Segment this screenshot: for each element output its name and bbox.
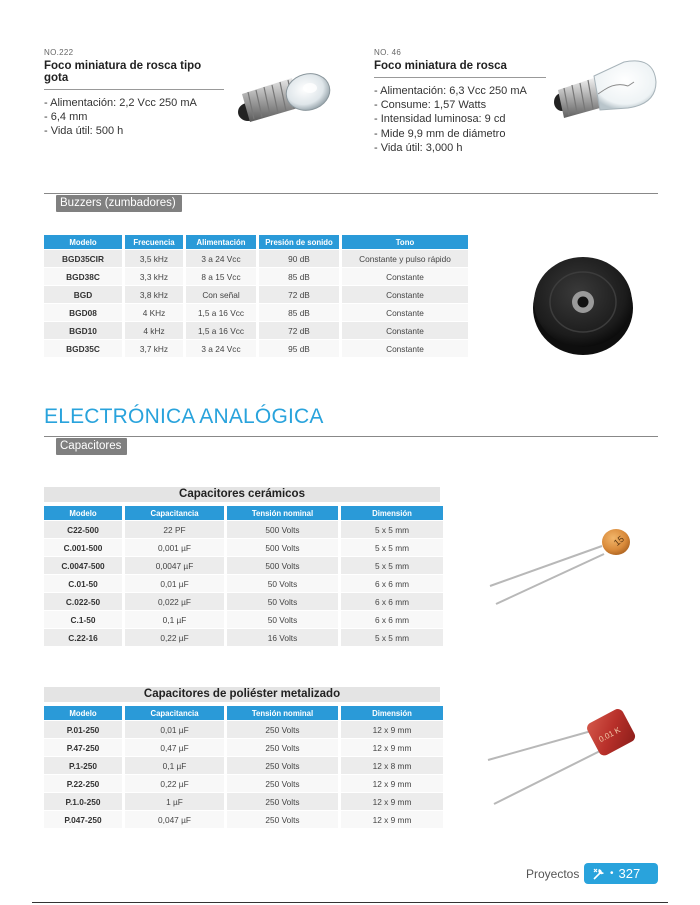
cell: 500 Volts (227, 521, 338, 538)
product-name: Foco miniatura de rosca (374, 60, 546, 78)
header-tension: Tensión nominal (227, 506, 338, 520)
buzzer-image (526, 246, 640, 360)
table-row (44, 593, 443, 610)
spec-item: - Vida útil: 500 h (44, 125, 124, 138)
ceramic-capacitor-label: 15 (611, 533, 626, 548)
capacitors-tag: Capacitores (56, 438, 127, 455)
cell: 12 x 9 mm (341, 775, 443, 792)
cell: 22 PF (125, 521, 224, 538)
table-row (44, 629, 443, 646)
cell: 50 Volts (227, 611, 338, 628)
product-no222 (44, 48, 224, 139)
header-alimentacion: Alimentación (186, 235, 256, 249)
cell: 5 x 5 mm (341, 521, 443, 538)
cell: 0,022 µF (125, 593, 224, 610)
cell: 6 x 6 mm (341, 575, 443, 592)
cell: 16 Volts (227, 629, 338, 646)
cell: C.001-500 (44, 539, 122, 556)
table-header-row (44, 706, 443, 720)
spec-item: - 6,4 mm (44, 111, 88, 124)
spec-item: - Consume: 1,57 Watts (374, 99, 487, 112)
cell: 0,1 µF (125, 611, 224, 628)
cell: BGD35C (44, 340, 122, 357)
cell: Constante (342, 286, 468, 303)
screw-bulb-image (548, 52, 660, 128)
cell: Con señal (186, 286, 256, 303)
cell: Constante (342, 268, 468, 285)
cell: P.1.0-250 (44, 793, 122, 810)
cell: P.047-250 (44, 811, 122, 828)
cell: Constante y pulso rápido (342, 250, 468, 267)
cell: 6 x 6 mm (341, 593, 443, 610)
header-tension: Tensión nominal (227, 706, 338, 720)
cell: P.1-250 (44, 757, 122, 774)
footer-divider (32, 902, 668, 903)
cell: 0,47 µF (125, 739, 224, 756)
cell: C.1-50 (44, 611, 122, 628)
spec-item: - Vida útil: 3,000 h (374, 141, 463, 154)
cell: Constante (342, 340, 468, 357)
cell: 12 x 9 mm (341, 811, 443, 828)
separator-dot: • (610, 868, 614, 879)
cell: 3,3 kHz (125, 268, 183, 285)
polyester-capacitor-image (484, 698, 636, 810)
cell: BGD (44, 286, 122, 303)
cell: Constante (342, 322, 468, 339)
table-row (44, 304, 468, 321)
header-modelo: Modelo (44, 506, 122, 520)
spec-item: - Alimentación: 6,3 Vcc 250 mA (374, 85, 527, 97)
cell: 500 Volts (227, 557, 338, 574)
table-header-row (44, 235, 468, 249)
cell: 95 dB (259, 340, 339, 357)
header-dimension: Dimensión (341, 706, 443, 720)
ceramic-table (41, 505, 446, 647)
page-number-badge (584, 863, 658, 884)
cell: 0,001 µF (125, 539, 224, 556)
cell: 250 Volts (227, 811, 338, 828)
cell: 0,01 µF (125, 575, 224, 592)
table-row (44, 575, 443, 592)
cell: 85 dB (259, 268, 339, 285)
header-presion: Presión de sonido (259, 235, 339, 249)
cell: C.22-16 (44, 629, 122, 646)
table-row (44, 250, 468, 267)
table-row (44, 521, 443, 538)
table-row (44, 811, 443, 828)
cell: 12 x 8 mm (341, 757, 443, 774)
cell: 500 Volts (227, 539, 338, 556)
table-row (44, 286, 468, 303)
cell: 5 x 5 mm (341, 557, 443, 574)
cell: 6 x 6 mm (341, 611, 443, 628)
cell: 0,0047 µF (125, 557, 224, 574)
cell: 4 KHz (125, 304, 183, 321)
cell: 250 Volts (227, 757, 338, 774)
table-row (44, 539, 443, 556)
buzzers-tag: Buzzers (zumbadores) (56, 195, 182, 212)
product-name: Foco miniatura de rosca tipo gota (44, 60, 224, 90)
header-tono: Tono (342, 235, 468, 249)
cell: 0,1 µF (125, 757, 224, 774)
section-title: ELECTRÓNICA ANALÓGICA (44, 405, 324, 428)
table-row (44, 340, 468, 357)
cell: 5 x 5 mm (341, 539, 443, 556)
cell: Constante (342, 304, 468, 321)
cell: 250 Volts (227, 775, 338, 792)
table-row (44, 775, 443, 792)
table-row (44, 557, 443, 574)
spec-item: - Alimentación: 2,2 Vcc 250 mA (44, 97, 197, 109)
table-row (44, 611, 443, 628)
cell: 0,22 µF (125, 775, 224, 792)
table-row (44, 757, 443, 774)
cell: C.0047-500 (44, 557, 122, 574)
cell: 0,047 µF (125, 811, 224, 828)
table-row (44, 793, 443, 810)
table-header-row (44, 506, 443, 520)
cell: C.01-50 (44, 575, 122, 592)
ceramic-table-title: Capacitores cerámicos (44, 487, 440, 502)
product-specs (374, 84, 546, 155)
footer-section-label: Proyectos (526, 867, 580, 881)
cell: BGD38C (44, 268, 122, 285)
cell: 85 dB (259, 304, 339, 321)
product-specs (44, 96, 224, 139)
spec-item: - Intensidad luminosa: 9 cd (374, 113, 506, 126)
product-number: NO.222 (44, 48, 74, 57)
cell: 1,5 a 16 Vcc (186, 304, 256, 321)
product-no46 (374, 48, 546, 155)
cell: BGD10 (44, 322, 122, 339)
cell: 3,5 kHz (125, 250, 183, 267)
tools-icon (592, 867, 606, 881)
cell: 250 Volts (227, 793, 338, 810)
cell: 72 dB (259, 286, 339, 303)
table-row (44, 322, 468, 339)
spec-item: - Mide 9,9 mm de diámetro (374, 127, 506, 140)
cell: 90 dB (259, 250, 339, 267)
polyester-table-title: Capacitores de poliéster metalizado (44, 687, 440, 702)
cell: 0,22 µF (125, 629, 224, 646)
cell: 50 Volts (227, 575, 338, 592)
page-number: 327 (618, 866, 641, 881)
cell: 3 a 24 Vcc (186, 250, 256, 267)
cell: 1,5 a 16 Vcc (186, 322, 256, 339)
cell: 12 x 9 mm (341, 793, 443, 810)
cell: 1 µF (125, 793, 224, 810)
cell: C.022-50 (44, 593, 122, 610)
cell: BGD35CIR (44, 250, 122, 267)
cell: 12 x 9 mm (341, 739, 443, 756)
cell: 3 a 24 Vcc (186, 340, 256, 357)
cell: P.01-250 (44, 721, 122, 738)
header-modelo: Modelo (44, 706, 122, 720)
cell: 0,01 µF (125, 721, 224, 738)
cell: C22-500 (44, 521, 122, 538)
cell: 250 Volts (227, 739, 338, 756)
cell: 3,8 kHz (125, 286, 183, 303)
table-row (44, 721, 443, 738)
section-divider (44, 436, 658, 437)
cell: P.47-250 (44, 739, 122, 756)
cell: 4 kHz (125, 322, 183, 339)
buzzers-table (41, 234, 471, 358)
cell: BGD08 (44, 304, 122, 321)
header-dimension: Dimensión (341, 506, 443, 520)
header-capacitancia: Capacitancia (125, 506, 224, 520)
product-number: NO. 46 (374, 48, 402, 57)
cell: 250 Volts (227, 721, 338, 738)
cell: 50 Volts (227, 593, 338, 610)
cell: P.22-250 (44, 775, 122, 792)
polyester-capacitor-label: 0.01 K (597, 725, 622, 745)
cell: 3,7 kHz (125, 340, 183, 357)
header-frecuencia: Frecuencia (125, 235, 183, 249)
section-divider (44, 193, 658, 194)
header-modelo: Modelo (44, 235, 122, 249)
cell: 72 dB (259, 322, 339, 339)
table-row (44, 739, 443, 756)
cell: 5 x 5 mm (341, 629, 443, 646)
polyester-table (41, 705, 446, 829)
cell: 8 a 15 Vcc (186, 268, 256, 285)
cell: 12 x 9 mm (341, 721, 443, 738)
header-capacitancia: Capacitancia (125, 706, 224, 720)
ceramic-capacitor-image (484, 520, 634, 610)
table-row (44, 268, 468, 285)
drop-bulb-image (228, 64, 334, 124)
